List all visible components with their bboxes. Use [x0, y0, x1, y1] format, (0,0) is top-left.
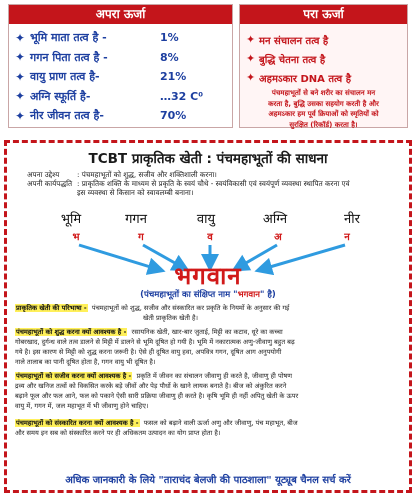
sanskar-label: पंचमहाभूतों को संस्कारित करना क्यों आवश्यक है - [16, 419, 139, 427]
apara-energy-list [9, 24, 232, 126]
para-energy-title: परा ऊर्जा [240, 5, 407, 24]
energy-comparison [8, 4, 408, 128]
star-bullet-icon: ✦ [15, 89, 26, 104]
list-item: ✦ अग्नि स्फूर्ति है- …32 C⁰ [15, 89, 204, 104]
star-bullet-icon: ✦ [246, 52, 256, 65]
bhagwan-heading: भगवान [174, 262, 242, 290]
natural-farming-card [4, 140, 412, 493]
element-bhumi: भूमि [60, 212, 82, 227]
list-item: ✦ भूमि माता तत्व है - 1% [15, 30, 179, 45]
sanskar-paragraph: पंचमहाभूतों को संस्कारित करना क्यों आवश्यक है - फसल को बढ़ाने वाली ऊर्जा अणु और जीवाणु, पंच महाभूत, बीज और समय इन सब को संस्कारित करने पर ही अधिकतम उत्पादन का योग प्राप्त होता है। [15, 419, 298, 437]
method-line: अपनी कार्यपद्धति : प्राकृतिक शक्ति के माध्यम से प्रकृति के स्वयं चौथे - स्वयंविकासी एवं स्वयंपूर्ण व्यवस्था स्थापित करना एवं [27, 179, 350, 188]
enliven-paragraph: पंचमहाभूतों को सजीव करना क्यों आवश्यक है - प्रकृति में जीवन का संचालन जीवाणु ही करते है, जीवाणु ही पोषण द्रव्य और खनिज तत्वों को विकसित करके बड़े जीवों और पेड़ पौधों के खाने लायक बनाते है। बीज को अंकुरित करने बढ़ाने फूल और फल आने, फल को पकाने ऐसी सारी प्रक्रिया जीवाणु ही करते है। कृषि भूमि ही नहीं अपितु खेती के ऊपर वायु में, गगन में, जल महाभूत में भी जीवाणु होने चाहिए। [15, 372, 299, 410]
card-title: TCBT प्राकृतिक खेती : पंचमहाभूतों की साधना [88, 151, 328, 167]
star-bullet-icon: ✦ [15, 69, 26, 84]
purify-paragraph: पंचमहाभूतों को शुद्ध करना क्यों आवश्यक है - रसायनिक खेती, खार-बार जुताई, मिट्टी का कटाव, धूरे का कच्चा गोबरखाद, दुर्गन्ध वाले तत्व डालने से मिट्टी में डालने से भूमि दूषित हो गयी है। भूमि में नकारात्मक अणु-जीवाणु बहुत बढ़ गये है। इस कारण से मिट्टी को शुद्ध करना जरूरी है। ऐसे ही दूषित वायु हवा, अपवित्र गगन, दूषित आग अनुपयोगी नाले तालाब का पानी दूषित होता है, गगन वायु भी दूषित है। [15, 328, 295, 366]
enliven-label: पंचमहाभूतों को सजीव करना क्यों आवश्यक है - [16, 372, 132, 380]
list-item: ✦ नीर जीवन तत्व है- 70% [15, 108, 187, 123]
letter-a: अ [274, 232, 282, 243]
list-item: ✦ वायु प्राण तत्व है- 21% [15, 69, 187, 84]
letter-ga: ग [138, 232, 144, 243]
element-gagan: गगन [125, 212, 147, 227]
para-energy-note: पंचमहाभूतों से बने शरीर का संचालन मन करता है, बुद्धि उसका सहयोग करती है और अहमऽकार हम पूर्व क्रियाओं को स्मृतियों को सुरक्षित (रिकॉर्ड) करता है। [268, 89, 379, 129]
purify-label: पंचमहाभूतों को शुद्ध करना क्यों आवश्यक है - [16, 328, 127, 336]
star-bullet-icon: ✦ [15, 108, 26, 123]
list-item: ✦ मन संचालन तत्व है [246, 33, 329, 47]
para-energy-list [240, 24, 407, 87]
star-bullet-icon: ✦ [15, 50, 26, 65]
element-agni: अग्नि [262, 212, 288, 227]
apara-energy-panel [8, 4, 233, 128]
definition-label: प्राकृतिक खेती की परिभाषा - [16, 304, 87, 312]
star-bullet-icon: ✦ [15, 30, 26, 45]
element-neer: नीर [344, 212, 360, 227]
apara-energy-title: अपरा ऊर्जा [9, 5, 232, 24]
para-energy-panel [239, 4, 408, 128]
star-bullet-icon: ✦ [246, 71, 256, 84]
letter-bha: भ [72, 232, 80, 243]
method-continuation: इस व्यवस्था से किसान को स्वावलम्बी बनाना। [77, 188, 194, 197]
definition-paragraph: प्राकृतिक खेती की परिभाषा - पंचमहाभूतों को शुद्ध, सजीव और संस्कारित कर प्रकृति के नियमों के अनुसार की गई खेती प्राकृतिक खेती है। [16, 304, 290, 322]
youtube-channel-footer: अधिक जानकारी के लिये "ताराचंद बेलजी की पाठशाला" यूट्यूब चैनल सर्च करें [65, 475, 351, 486]
five-elements-row [7, 209, 409, 229]
purpose-method [27, 170, 350, 197]
letter-na: न [344, 232, 350, 243]
letter-va: व [207, 232, 213, 243]
list-item: ✦ अहमऽकार DNA तत्व है [246, 71, 352, 85]
list-item: ✦ बुद्धि चेतना तत्व है [246, 52, 326, 66]
bhagwan-subtitle: (पंचमहाभूतों का संक्षिप्त नाम "भगवान" है) [140, 290, 276, 300]
element-vayu: वायु [196, 212, 216, 227]
list-item: ✦ गगन पिता तत्व है - 8% [15, 50, 179, 65]
star-bullet-icon: ✦ [246, 33, 256, 46]
purpose-line: अपना उद्देश्य : पंचमहाभूतों को शुद्ध, सजीव और शक्तिशाली करना। [27, 170, 217, 179]
